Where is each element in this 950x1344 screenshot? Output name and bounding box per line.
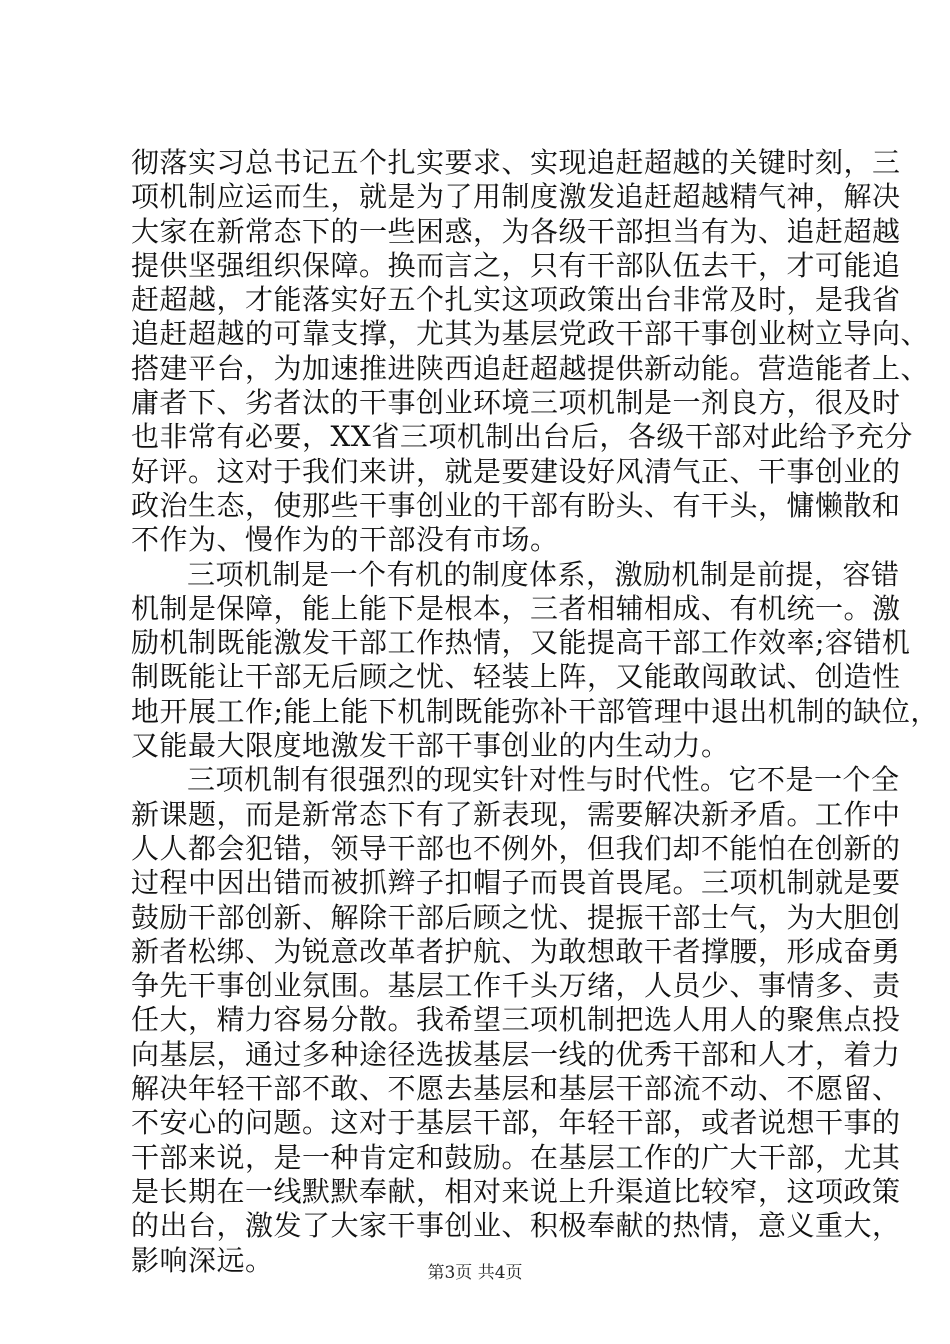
text-line: 不安心的问题。这对于基层干部，年轻干部，或者说想干事的 (131, 1106, 901, 1140)
text-line: 地开展工作;能上能下机制既能弥补干部管理中退出机制的缺位， (131, 694, 939, 728)
text-line: 是长期在一线默默奉献，相对来说上升渠道比较窄，这项政策 (131, 1174, 901, 1208)
text-line: 新课题，而是新常态下有了新表现，需要解决新矛盾。工作中 (131, 797, 901, 831)
text-line: 赶超越，才能落实好五个扎实这项政策出台非常及时，是我省 (131, 283, 901, 317)
document-body (131, 146, 939, 1278)
paragraph-start-line: 三项机制有很强烈的现实针对性与时代性。它不是一个全 (187, 763, 900, 797)
text-line: 鼓励干部创新、解除干部后顾之忧、提振干部士气，为大胆创 (131, 900, 901, 934)
page-footer (0, 1263, 950, 1283)
text-line: 过程中因出错而被抓辫子扣帽子而畏首畏尾。三项机制就是要 (131, 866, 901, 900)
paragraph-end-line: 不作为、慢作为的干部没有市场。 (131, 523, 559, 557)
text-line: 彻落实习总书记五个扎实要求、实现追赶超越的关键时刻，三 (131, 146, 901, 179)
text-line: 的出台，激发了大家干事创业、积极奉献的热情，意义重大， (131, 1209, 901, 1243)
text-line: 搭建平台，为加速推进陕西追赶超越提供新动能。营造能者上、 (131, 351, 930, 385)
text-line: 也非常有必要，XX省三项机制出台后，各级干部对此给予充分 (131, 420, 913, 454)
text-line: 励机制既能激发干部工作热情，又能提高干部工作效率;容错机 (131, 626, 911, 660)
text-line: 任大，精力容易分散。我希望三项机制把选人用人的聚焦点投 (131, 1003, 901, 1037)
text-line: 干部来说，是一种肯定和鼓励。在基层工作的广大干部，尤其 (131, 1140, 901, 1174)
text-line: 人人都会犯错，领导干部也不例外，但我们却不能怕在创新的 (131, 831, 901, 865)
paragraph-end-line: 影响深远。 (131, 1243, 274, 1277)
text-line: 争先干事创业氛围。基层工作千头万绪，人员少、事情多、责 (131, 969, 901, 1003)
text-line: 解决年轻干部不敢、不愿去基层和基层干部流不动、不愿留、 (131, 1072, 901, 1106)
paragraph-start-line: 三项机制是一个有机的制度体系，激励机制是前提，容错 (187, 557, 900, 591)
text-line: 追赶超越的可靠支撑，尤其为基层党政干部干事创业树立导向、 (131, 317, 930, 351)
text-line: 好评。这对于我们来讲，就是要建设好风清气正、干事创业的 (131, 454, 901, 488)
text-line: 制既能让干部无后顾之忧、轻装上阵，又能敢闯敢试、创造性 (131, 660, 901, 694)
text-line: 政治生态，使那些干事创业的干部有盼头、有干头，慵懒散和 (131, 488, 901, 522)
page-number-label: 第3页 共4页 (427, 1263, 523, 1283)
paragraph-end-line: 又能最大限度地激发干部干事创业的内生动力。 (131, 729, 730, 763)
text-line: 庸者下、劣者汰的干事创业环境三项机制是一剂良方，很及时 (131, 386, 901, 420)
text-line: 向基层，通过多种途径选拔基层一线的优秀干部和人才，着力 (131, 1037, 901, 1071)
text-line: 机制是保障，能上能下是根本，三者相辅相成、有机统一。激 (131, 591, 901, 625)
text-line: 大家在新常态下的一些困惑，为各级干部担当有为、追赶超越 (131, 214, 901, 248)
text-line: 新者松绑、为锐意改革者护航、为敢想敢干者撑腰，形成奋勇 (131, 934, 901, 968)
text-line: 项机制应运而生，就是为了用制度激发追赶超越精气神，解决 (131, 180, 901, 214)
text-line: 提供坚强组织保障。换而言之，只有干部队伍去干，才可能追 (131, 248, 901, 282)
